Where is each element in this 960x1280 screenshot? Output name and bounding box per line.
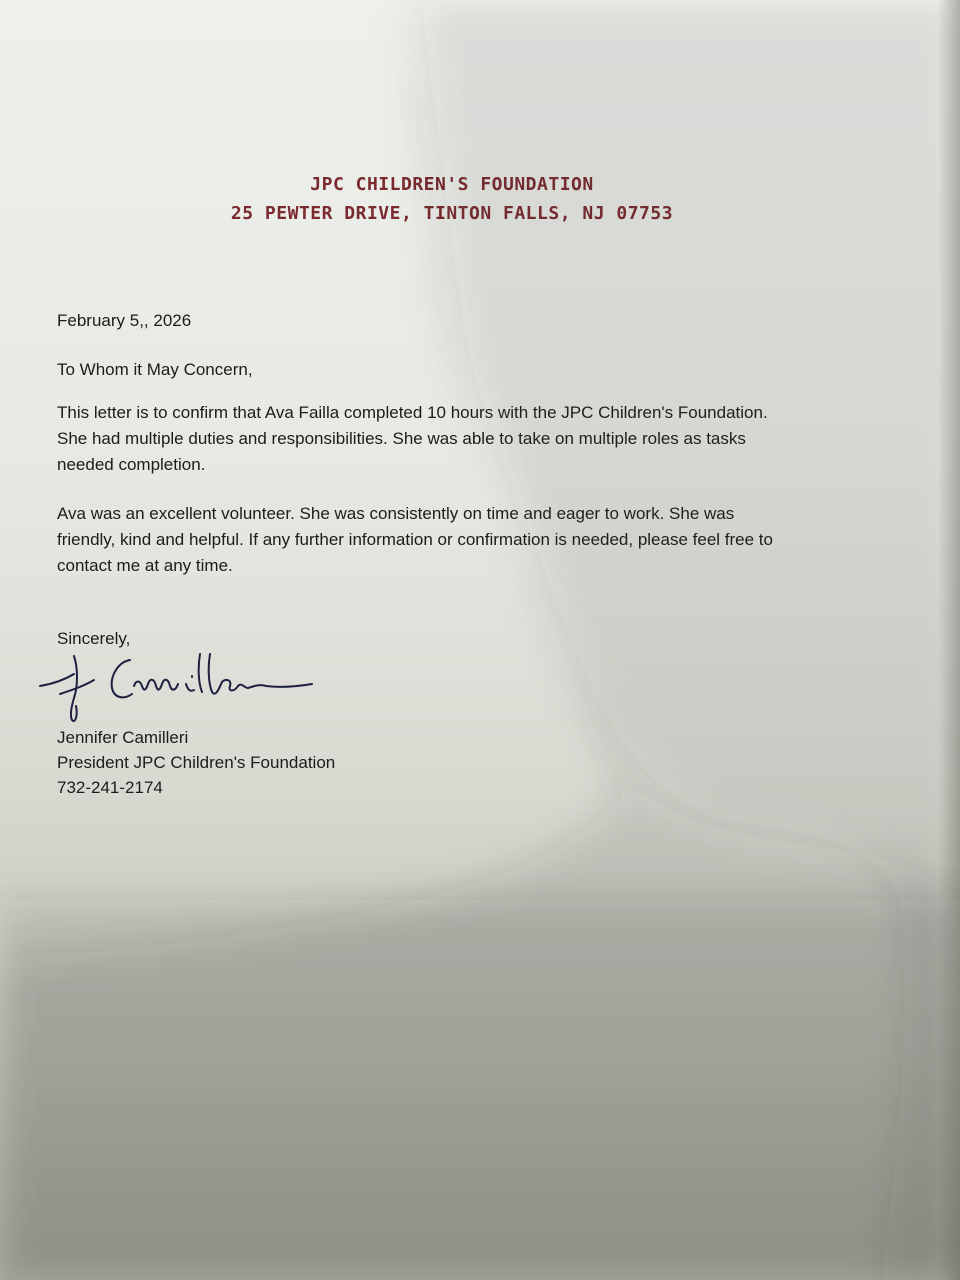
letter-date: February 5,, 2026 — [57, 311, 192, 330]
signature-block — [57, 725, 335, 800]
paragraph-2-line: friendly, kind and helpful. If any further information or confirmation is needed, please feel free to — [57, 530, 773, 549]
letterhead-organization: JPC CHILDREN'S FOUNDATION — [310, 174, 594, 195]
letter-paragraph-1 — [57, 400, 768, 478]
paragraph-1-line: This letter is to confirm that Ava Failla completed 10 hours with the JPC Children's Foundation. — [57, 403, 768, 422]
paragraph-2-line: Ava was an excellent volunteer. She was consistently on time and eager to work. She was — [57, 504, 735, 523]
handwritten-signature — [38, 646, 328, 726]
paragraph-1-line: needed completion. — [57, 455, 206, 474]
paragraph-2-line: contact me at any time. — [57, 556, 233, 575]
letterhead-address: 25 PEWTER DRIVE, TINTON FALLS, NJ 07753 — [230, 203, 674, 224]
signatory-phone: 732-241-2174 — [57, 778, 163, 797]
paragraph-1-line: She had multiple duties and responsibilities. She was able to take on multiple roles as tasks — [57, 429, 746, 448]
paper-edge — [938, 0, 960, 1280]
signatory-title: President JPC Children's Foundation — [57, 753, 336, 772]
letter-closing: Sincerely, — [57, 629, 131, 648]
letter-paragraph-2 — [57, 501, 773, 579]
letter-salutation: To Whom it May Concern, — [57, 360, 253, 379]
signatory-name: Jennifer Camilleri — [57, 728, 189, 747]
